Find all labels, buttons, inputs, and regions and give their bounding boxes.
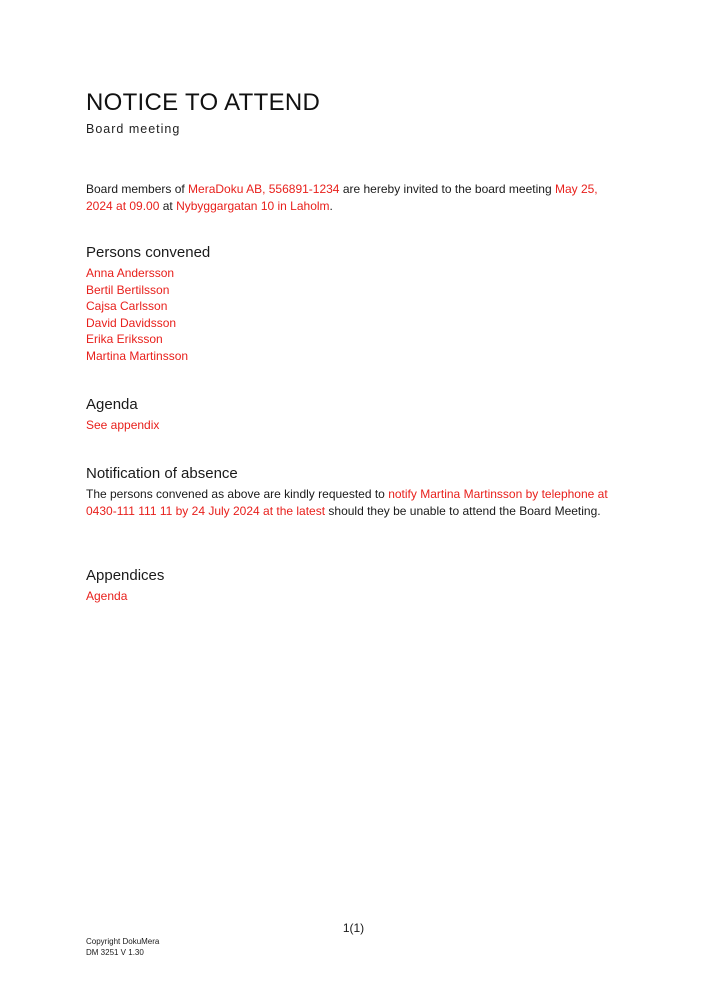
appendices-heading: Appendices: [86, 567, 165, 584]
agenda-heading: Agenda: [86, 396, 138, 413]
footer-copyright: Copyright DokuMera: [86, 937, 160, 946]
page-number: 1(1): [342, 921, 365, 935]
person-item: Anna Andersson: [86, 266, 175, 280]
persons-section: [86, 243, 626, 365]
intro-text-3: at: [159, 199, 177, 213]
footer-version: DM 3251 V 1.30: [86, 947, 144, 957]
person-item: Bertil Bertilsson: [86, 282, 170, 297]
footer: [86, 937, 159, 958]
intro-text-4: .: [329, 199, 333, 213]
absence-heading: Notification of absence: [86, 465, 238, 482]
intro-text-2: are hereby invited to the board meeting: [339, 182, 555, 196]
meeting-datetime: May 25, 2024 at 09.00: [86, 182, 598, 213]
agenda-section: [86, 395, 626, 434]
appendix-item: Agenda: [86, 589, 128, 603]
meeting-location: Nybyggargatan 10 in Laholm: [176, 199, 330, 213]
absence-section: [86, 464, 626, 520]
intro-paragraph: [86, 181, 626, 215]
appendices-section: [86, 566, 626, 605]
person-item: Cajsa Carlsson: [86, 299, 168, 314]
document-title: NOTICE TO ATTEND: [86, 89, 321, 116]
appendices-list: [86, 588, 626, 605]
person-item: Erika Eriksson: [86, 332, 163, 347]
agenda-value: See appendix: [86, 418, 160, 432]
absence-text-2: should they be unable to attend the Board Meeting.: [325, 504, 601, 518]
persons-list: [86, 265, 626, 365]
absence-contact: notify Martina Martinsson by telephone at 0430-111 111 11 by 24 July 2024 at the latest: [86, 487, 608, 518]
intro-text-1: Board members of: [86, 182, 189, 196]
person-item: Martina Martinsson: [86, 348, 189, 363]
absence-text-1: The persons convened as above are kindly requested to: [86, 487, 389, 501]
company-name: MeraDoku AB, 556891-1234: [188, 182, 340, 196]
absence-paragraph: [86, 486, 626, 520]
person-item: David Davidsson: [86, 315, 177, 330]
persons-heading: Persons convened: [86, 244, 211, 261]
document-subtitle: Board meeting: [86, 122, 181, 136]
